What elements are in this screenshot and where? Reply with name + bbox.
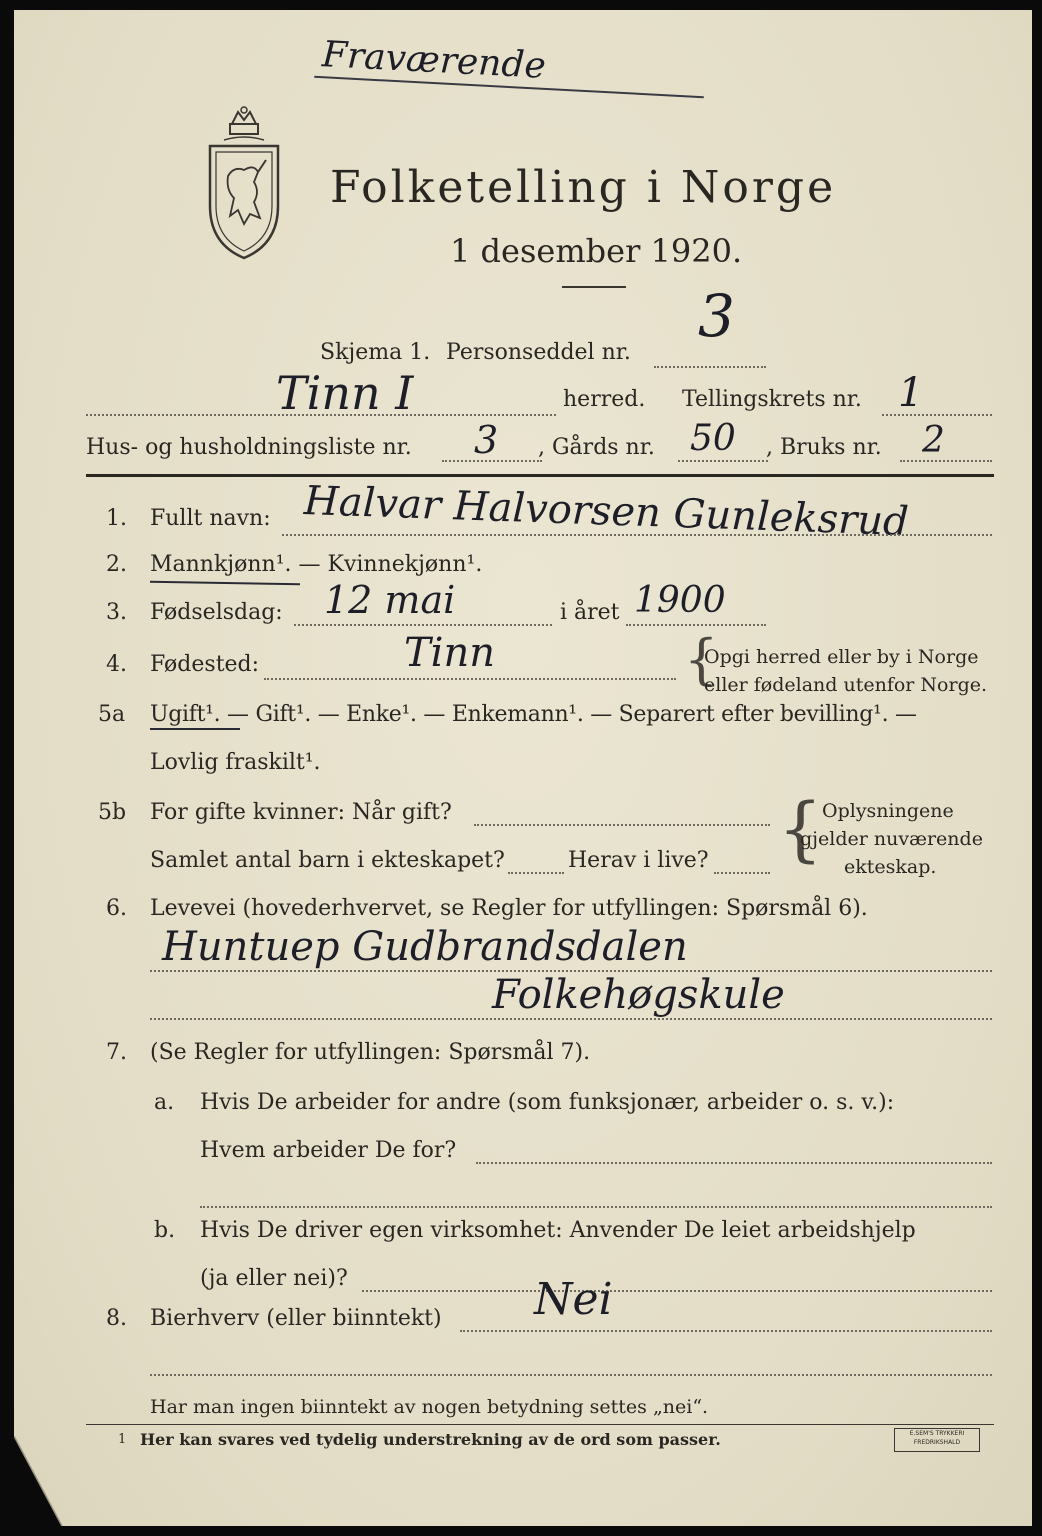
q5a-marital-options-cont: Lovlig fraskilt¹. [150, 750, 321, 775]
q4-number: 4. [106, 652, 127, 677]
q1-full-name: Halvar Halvorsen Gunleksrud [303, 478, 910, 546]
q3-year-line [626, 624, 766, 626]
q6-label: Levevei (hovederhvervet, se Regler for utfyllingen: Spørsmål 6). [150, 896, 868, 921]
q1-number: 1. [106, 506, 127, 531]
q7a-line2 [200, 1206, 992, 1208]
personseddel-value: 3 [698, 282, 735, 350]
q3-label: Fødselsdag: [150, 600, 283, 625]
header-divider [86, 474, 994, 477]
personseddel-label: Personseddel nr. [446, 340, 631, 365]
q7a-line1 [476, 1162, 992, 1164]
q5b-label-when-married: For gifte kvinner: Når gift? [150, 800, 452, 825]
q6-line2 [150, 1018, 992, 1020]
q5a-marital-options: Ugift¹. — Gift¹. — Enke¹. — Enkemann¹. — Separert efter bevilling¹. — [150, 702, 917, 727]
hus-label: Hus- og husholdningsliste nr. [86, 435, 412, 460]
q7-label: (Se Regler for utfyllingen: Spørsmål 7). [150, 1040, 591, 1065]
q7a-label-line1: Hvis De arbeider for andre (som funksjonær, arbeider o. s. v.): [200, 1090, 895, 1115]
footnote-text: Her kan svares ved tydelig understrekning av de ord som passer. [140, 1430, 721, 1449]
q7a-letter: a. [154, 1090, 175, 1115]
skjema-label: Skjema 1. [320, 340, 431, 365]
q2-number: 2. [106, 552, 127, 577]
q4-label: Fødested: [150, 652, 260, 677]
q8-label: Bierhverv (eller biinntekt) [150, 1306, 442, 1331]
q4-note-brace: { [684, 628, 719, 691]
q5b-note-line3: ekteskap. [844, 856, 937, 878]
gards-line [678, 460, 768, 462]
q5b-children-line [508, 872, 564, 874]
printer-stamp [894, 1428, 980, 1452]
q7b-label-line2: (ja eller nei)? [200, 1266, 348, 1291]
footer-divider [86, 1424, 994, 1425]
q3-aaret-label: i året [560, 600, 620, 625]
q5b-label-children: Samlet antal barn i ekteskapet? [150, 848, 505, 873]
q1-line [282, 534, 992, 536]
q4-line [264, 678, 676, 680]
folded-corner-icon [14, 1436, 84, 1526]
q7b-letter: b. [154, 1218, 176, 1243]
hus-value: 3 [474, 418, 499, 462]
q7-number: 7. [106, 1040, 127, 1065]
herred-label: herred. [563, 387, 646, 412]
q5b-label-alive: Herav i live? [568, 848, 709, 873]
q7a-label-line2: Hvem arbeider De for? [200, 1138, 457, 1163]
q6-occupation-line1: Huntuep Gudbrandsdalen [162, 924, 688, 970]
coat-of-arms-icon [204, 106, 284, 264]
footer-note-nei: Har man ingen biinntekt av nogen betydning settes „nei“. [150, 1396, 709, 1418]
q2-underline-mannkjonn [150, 581, 300, 586]
q3-day-line [294, 624, 552, 626]
census-form [14, 10, 1032, 1526]
q8-line2 [150, 1374, 992, 1376]
census-date: 1 desember 1920. [450, 232, 743, 270]
tellingskrets-value: 1 [898, 370, 924, 416]
bruks-line [900, 460, 992, 462]
q5a-number: 5a [98, 702, 126, 727]
herred-line [86, 414, 556, 416]
q3-birth-day: 12 mai [324, 578, 456, 622]
q8-line1 [460, 1330, 992, 1332]
q8-number: 8. [106, 1306, 127, 1331]
gards-label: , Gårds nr. [538, 435, 655, 460]
hus-line [442, 460, 542, 462]
q5b-alive-line [714, 872, 770, 874]
q5b-note-brace: { [778, 788, 823, 870]
q4-note-line1: Opgi herred eller by i Norge [704, 646, 979, 668]
q5b-note-line1: Oplysningene [822, 800, 954, 822]
q3-birth-year: 1900 [634, 580, 726, 621]
q3-number: 3. [106, 600, 127, 625]
q2-gender-options: Mannkjønn¹. — Kvinnekjønn¹. [150, 552, 483, 577]
bruks-label: , Bruks nr. [766, 435, 882, 460]
title-divider [562, 286, 626, 288]
personseddel-line [654, 366, 766, 368]
q7b-line [362, 1290, 992, 1292]
page-title: Folketelling i Norge [330, 162, 837, 213]
q4-note-line2: eller fødeland utenfor Norge. [704, 674, 988, 696]
q5a-underline-ugift [150, 728, 240, 730]
gards-value: 50 [690, 418, 736, 459]
q7b-label-line1: Hvis De driver egen virksomhet: Anvender De leiet arbeidshjelp [200, 1218, 916, 1243]
footnote-mark: 1 [118, 1432, 127, 1447]
q5b-note-line2: gjelder nuværende [800, 828, 983, 850]
tellingskrets-label: Tellingskrets nr. [682, 387, 862, 412]
q6-occupation-line2: Folkehøgskule [492, 972, 785, 1018]
q8-value: Nei [534, 1274, 613, 1325]
q1-label: Fullt navn: [150, 506, 271, 531]
tellingskrets-line [882, 414, 992, 416]
q5b-number: 5b [98, 800, 127, 825]
handwritten-top-note: Fraværende [321, 34, 547, 87]
q6-number: 6. [106, 896, 127, 921]
q5b-when-line [474, 824, 770, 826]
bruks-value: 2 [922, 420, 945, 461]
printer-stamp-line1: E.SEM'S TRYKKERI [909, 1430, 965, 1437]
herred-value: Tinn I [276, 366, 414, 420]
q4-birthplace: Tinn [404, 630, 495, 676]
printer-stamp-line2: FREDRIKSHALD [913, 1439, 961, 1446]
